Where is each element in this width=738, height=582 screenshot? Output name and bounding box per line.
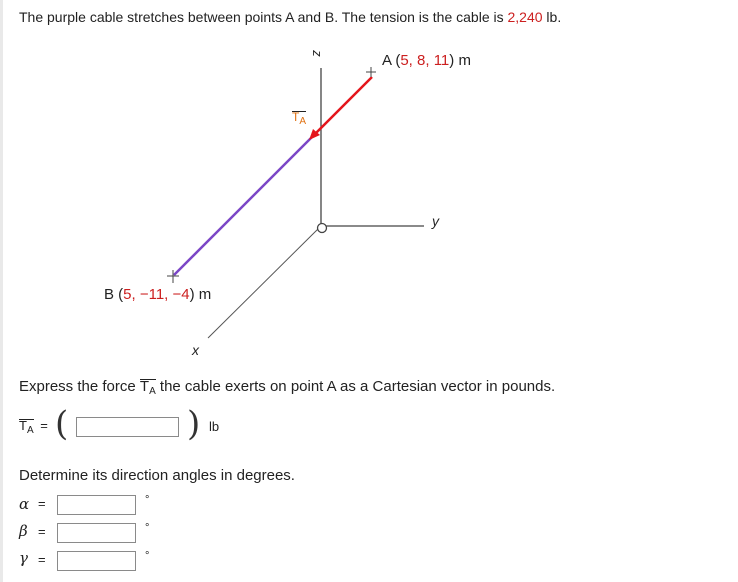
beta-label: β <box>19 522 28 540</box>
force-label: $T_A$ <box>292 110 307 127</box>
gamma-input[interactable] <box>57 551 136 571</box>
x-axis-label: x <box>192 342 199 358</box>
point-b-coords: 5, −11, −4 <box>123 286 190 303</box>
left-paren: ( <box>55 404 69 444</box>
beta-degree: ° <box>145 522 150 534</box>
alpha-input[interactable] <box>57 495 136 515</box>
gamma-degree: ° <box>145 550 150 562</box>
alpha-degree: ° <box>145 494 150 506</box>
question-force-text: Express the force $T_A$ the cable exerts on point A as a Cartesian vector in pounds. <box>19 378 556 397</box>
beta-equals: = <box>38 524 46 539</box>
y-axis-label: y <box>432 213 439 229</box>
right-paren: ) <box>187 404 201 444</box>
point-b-label: B (5, −11, −4) m <box>104 286 212 303</box>
tension-value: 2,240 <box>507 9 543 25</box>
origin-marker <box>318 224 327 233</box>
beta-input[interactable] <box>57 523 136 543</box>
purple-cable <box>174 137 312 275</box>
force-unit: lb <box>209 419 220 434</box>
question-angles-text: Determine its direction angles in degrees. <box>19 467 295 484</box>
point-a-cross <box>366 67 376 77</box>
gamma-label: γ <box>19 549 28 567</box>
alpha-equals: = <box>38 496 46 511</box>
force-lhs: $T_A$ = <box>19 418 48 436</box>
x-axis <box>208 226 321 338</box>
gamma-equals: = <box>38 552 46 567</box>
point-a-coords: 5, 8, 11 <box>400 52 450 69</box>
point-a-label: A (5, 8, 11) m <box>382 52 471 69</box>
problem-text: The purple cable stretches between points A and B. The tension is the cable is <box>19 9 508 25</box>
force-vector-input[interactable] <box>76 417 179 437</box>
tension-unit: lb. <box>542 9 562 25</box>
z-axis-label: z <box>309 50 325 57</box>
alpha-label: α <box>19 495 30 513</box>
